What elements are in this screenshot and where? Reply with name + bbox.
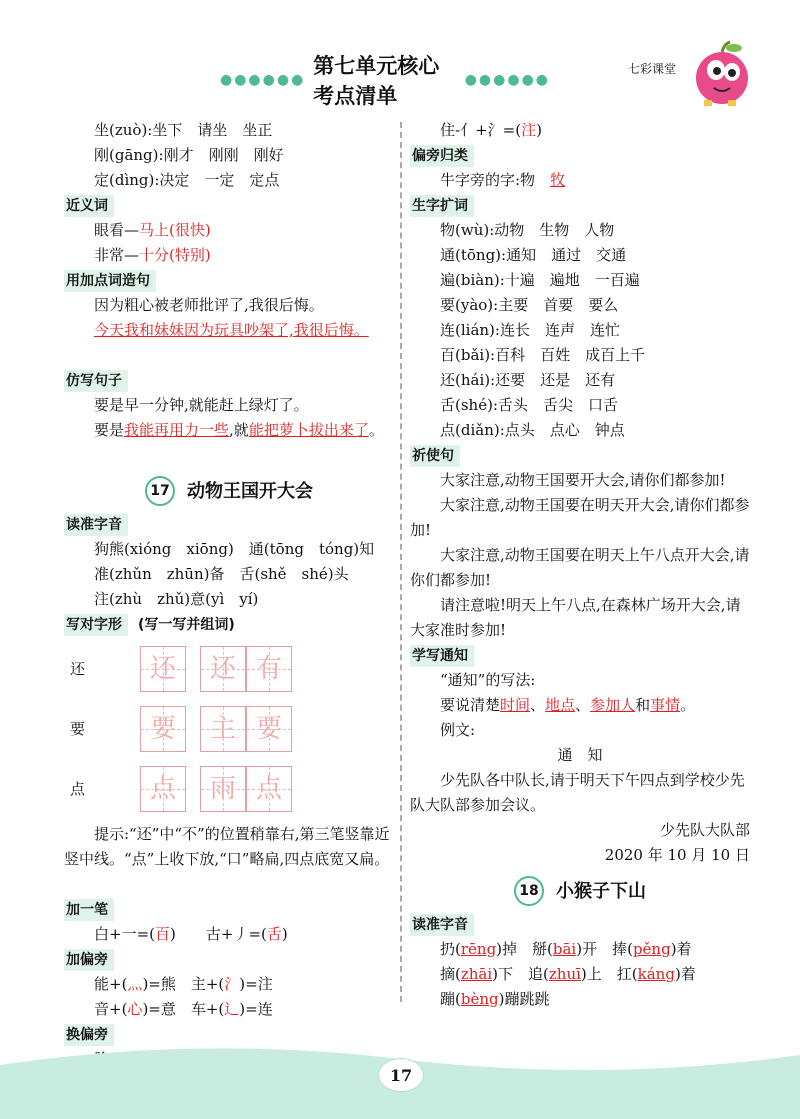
sentence-example: 因为粗心被老师批评了,我很后悔。 xyxy=(94,296,324,314)
equation-answer: 百 xyxy=(155,925,171,943)
section-tag-synonyms: 近义词 xyxy=(64,195,114,217)
pinyin-line xyxy=(410,962,750,987)
word-line: 坐(zuò):坐下 请坐 坐正 xyxy=(94,121,273,139)
pinyin-text: 蹦( xyxy=(440,990,461,1008)
grid-cell: 雨 xyxy=(200,766,246,812)
writing-char: 还 xyxy=(70,659,86,678)
expand-line: 物(wù):动物 生物 人物 xyxy=(440,221,615,239)
word-line: 刚(gāng):刚才 刚刚 刚好 xyxy=(94,146,284,164)
writing-grid xyxy=(140,706,292,752)
radical-equation xyxy=(410,118,750,143)
lesson-17-heading xyxy=(64,474,394,508)
writing-row xyxy=(64,760,394,818)
radical-text: 牛字旁的字:物 xyxy=(440,171,551,189)
left-column xyxy=(64,118,394,1072)
notice-text: 、 xyxy=(530,696,546,714)
section-tag-pinyin: 读准字音 xyxy=(410,914,474,936)
notice-title: 通 知 xyxy=(557,746,603,764)
page-number: 17 xyxy=(378,1058,424,1092)
apple-mascot-icon xyxy=(688,40,754,108)
title-bar xyxy=(220,53,550,108)
equation-text: ) xyxy=(536,121,542,139)
pinyin-answer: káng xyxy=(637,965,675,983)
sentence-answer: 今天我和妹妹因为玩具吵架了,我很后悔。 xyxy=(94,321,369,339)
pinyin-answer: bèng xyxy=(460,990,499,1008)
equation-text: ) xyxy=(281,925,288,943)
expand-line: 百(bǎi):百科 百姓 成百上千 xyxy=(440,346,646,364)
synonym-word: 非常— xyxy=(94,246,140,264)
lesson-number: 17 xyxy=(145,476,175,506)
synonym-answer: 马上(很快) xyxy=(139,221,211,239)
equation-text: ) xyxy=(170,925,176,943)
notice-how: “通知”的写法: xyxy=(440,671,536,689)
radical-answer: 牧 xyxy=(550,171,566,189)
grid-cell: 还 xyxy=(200,646,246,692)
add-radical-line xyxy=(64,972,394,997)
synonym-word: 眼看— xyxy=(94,221,140,239)
pinyin-text: )下 追( xyxy=(492,965,549,983)
synonym-answer: 十分(特别) xyxy=(139,246,211,264)
imitate-text: 要是 xyxy=(94,421,125,439)
synonym-line xyxy=(64,218,394,243)
equation-answer: 灬 xyxy=(127,975,143,993)
notice-text: 。 xyxy=(680,696,696,714)
writing-char: 要 xyxy=(70,719,86,738)
brand-label: 七彩课堂 xyxy=(628,62,677,76)
pinyin-text: 摘( xyxy=(440,965,461,983)
imperative-sentence: 请注意啦!明天上午八点,在森林广场开大会,请大家准时参加! xyxy=(410,596,741,639)
notice-elements xyxy=(410,693,750,718)
section-tag-notice: 学写通知 xyxy=(410,645,474,667)
section-tag-pinyin: 读准字音 xyxy=(64,514,128,536)
imperative-sentence: 大家注意,动物王国要在明天上午八点开大会,请你们都参加! xyxy=(410,546,750,589)
pinyin-answer: rēng xyxy=(460,940,497,958)
equation-text: 音+( xyxy=(94,1000,128,1018)
writing-tip: 提示:“还”中“不”的位置稍靠右,第三笔竖靠近竖中线。“点”上收下放,“口”略扁,四点底宽又扁。 xyxy=(64,825,390,868)
pinyin-answer: bāi xyxy=(552,940,577,958)
grid-cell: 要 xyxy=(140,706,186,752)
pinyin-text: )掉 掰( xyxy=(496,940,553,958)
notice-signature: 少先队大队部 xyxy=(659,821,750,839)
grid-cell: 点 xyxy=(140,766,186,812)
writing-char: 点 xyxy=(70,779,86,798)
writing-row xyxy=(64,700,394,758)
imitate-fill: 能把萝卜拔出来了 xyxy=(248,421,369,439)
expand-line: 要(yào):主要 首要 要么 xyxy=(440,296,619,314)
writing-note: (写一写并组词) xyxy=(138,617,235,633)
word-line: 定(dìng):决定 一定 定点 xyxy=(94,171,280,189)
expand-line: 遍(biàn):十遍 遍地 一百遍 xyxy=(440,271,640,289)
grid-cell: 有 xyxy=(246,646,292,692)
equation-text: )=注 xyxy=(239,975,273,993)
page-title: 第七单元核心考点清单 xyxy=(313,53,440,108)
equation-answer: 注 xyxy=(521,121,537,139)
equation-answer: 心 xyxy=(127,1000,143,1018)
expand-line: 舌(shé):舌头 舌尖 口舌 xyxy=(440,396,618,414)
section-tag-change-radical: 换偏旁 xyxy=(64,1024,114,1046)
section-tag-add-stroke: 加一笔 xyxy=(64,899,114,921)
imperative-sentence: 大家注意,动物王国要在明天开大会,请你们都参加! xyxy=(410,496,750,539)
section-tag-writing: 写对字形 xyxy=(64,614,128,636)
equation-text: 能+( xyxy=(94,975,128,993)
pinyin-line: 狗熊(xióng xiōng) 通(tōng tóng)知 xyxy=(94,540,375,558)
grid-cell: 还 xyxy=(140,646,186,692)
notice-keyword: 事情 xyxy=(650,696,681,714)
imperative-sentence: 大家注意,动物王国要开大会,请你们都参加! xyxy=(440,471,726,489)
pinyin-answer: zhāi xyxy=(460,965,493,983)
section-tag-imperative: 祈使句 xyxy=(410,445,460,467)
lesson-number: 18 xyxy=(514,876,544,906)
expand-line: 还(hái):还要 还是 还有 xyxy=(440,371,616,389)
add-radical-line xyxy=(64,997,394,1022)
section-tag-expand: 生字扩词 xyxy=(410,195,474,217)
pinyin-text: )着 xyxy=(670,940,692,958)
notice-keyword: 时间 xyxy=(500,696,531,714)
lesson-title: 动物王国开大会 xyxy=(187,480,313,502)
notice-body: 少先队各中队长,请于明天下午四点到学校少先队大队部参加会议。 xyxy=(410,771,745,814)
notice-date: 2020 年 10 月 10 日 xyxy=(604,846,750,864)
grid-cell: 要 xyxy=(246,706,292,752)
notice-example-label: 例文: xyxy=(440,721,476,739)
title-dots-left: ●●●●●● xyxy=(220,72,306,88)
title-dots-right: ●●●●●● xyxy=(464,72,550,88)
equation-text: )=熊 主+( xyxy=(142,975,225,993)
equation-text: )=连 xyxy=(239,1000,273,1018)
writing-row xyxy=(64,640,394,698)
section-tag-add-radical: 加偏旁 xyxy=(64,949,114,971)
equation-text: 住-亻+氵=( xyxy=(440,121,522,139)
writing-grid xyxy=(140,766,292,812)
pinyin-text: 扔( xyxy=(440,940,461,958)
writing-grid xyxy=(140,646,292,692)
section-tag-imitate: 仿写句子 xyxy=(64,370,128,392)
imitate-answer xyxy=(64,418,394,468)
notice-text: 要说清楚 xyxy=(440,696,501,714)
lesson-18-heading xyxy=(410,874,750,908)
imitate-text: 。 xyxy=(368,421,384,439)
imitate-fill: 我能再用力一些 xyxy=(124,421,230,439)
notice-keyword: 地点 xyxy=(545,696,576,714)
section-tag-radical: 偏旁归类 xyxy=(410,145,474,167)
pinyin-answer: zhuī xyxy=(548,965,581,983)
expand-line: 连(lián):连长 连声 连忙 xyxy=(440,321,620,339)
imitate-text: ,就 xyxy=(229,421,249,439)
column-divider xyxy=(400,122,402,1002)
equation-answer: 氵 xyxy=(224,975,240,993)
equation-answer: 舌 xyxy=(266,925,282,943)
equation-answer: 辶 xyxy=(224,1000,240,1018)
pinyin-line xyxy=(410,987,750,1012)
pinyin-answer: pěng xyxy=(632,940,671,958)
pinyin-line: 注(zhù zhǔ)意(yì yí) xyxy=(94,590,259,608)
imitate-example: 要是早一分钟,就能赶上绿灯了。 xyxy=(94,396,309,414)
synonym-line xyxy=(64,243,394,268)
notice-text: 、 xyxy=(575,696,591,714)
right-column xyxy=(410,118,750,1012)
pinyin-line xyxy=(410,937,750,962)
radical-line xyxy=(410,168,750,193)
equation-text: 古+丿=( xyxy=(205,925,267,943)
pinyin-line: 准(zhǔn zhūn)备 舌(shě shé)头 xyxy=(94,565,349,583)
equation-text: 白+一=( xyxy=(94,925,155,943)
section-tag-sentence: 用加点词造句 xyxy=(64,270,156,292)
expand-line: 点(diǎn):点头 点心 钟点 xyxy=(440,421,625,439)
add-stroke-line xyxy=(64,922,394,947)
expand-line: 通(tōng):通知 通过 交通 xyxy=(440,246,627,264)
equation-text: )=意 车+( xyxy=(142,1000,225,1018)
notice-keyword: 参加人 xyxy=(590,696,636,714)
notice-text: 和 xyxy=(635,696,651,714)
grid-cell: 主 xyxy=(200,706,246,752)
pinyin-text: )上 扛( xyxy=(580,965,638,983)
pinyin-text: )开 捧( xyxy=(576,940,633,958)
lesson-title: 小猴子下山 xyxy=(556,880,646,902)
pinyin-text: )着 xyxy=(674,965,696,983)
pinyin-text: )蹦跳跳 xyxy=(498,990,550,1008)
page-header xyxy=(0,0,800,118)
grid-cell: 点 xyxy=(246,766,292,812)
